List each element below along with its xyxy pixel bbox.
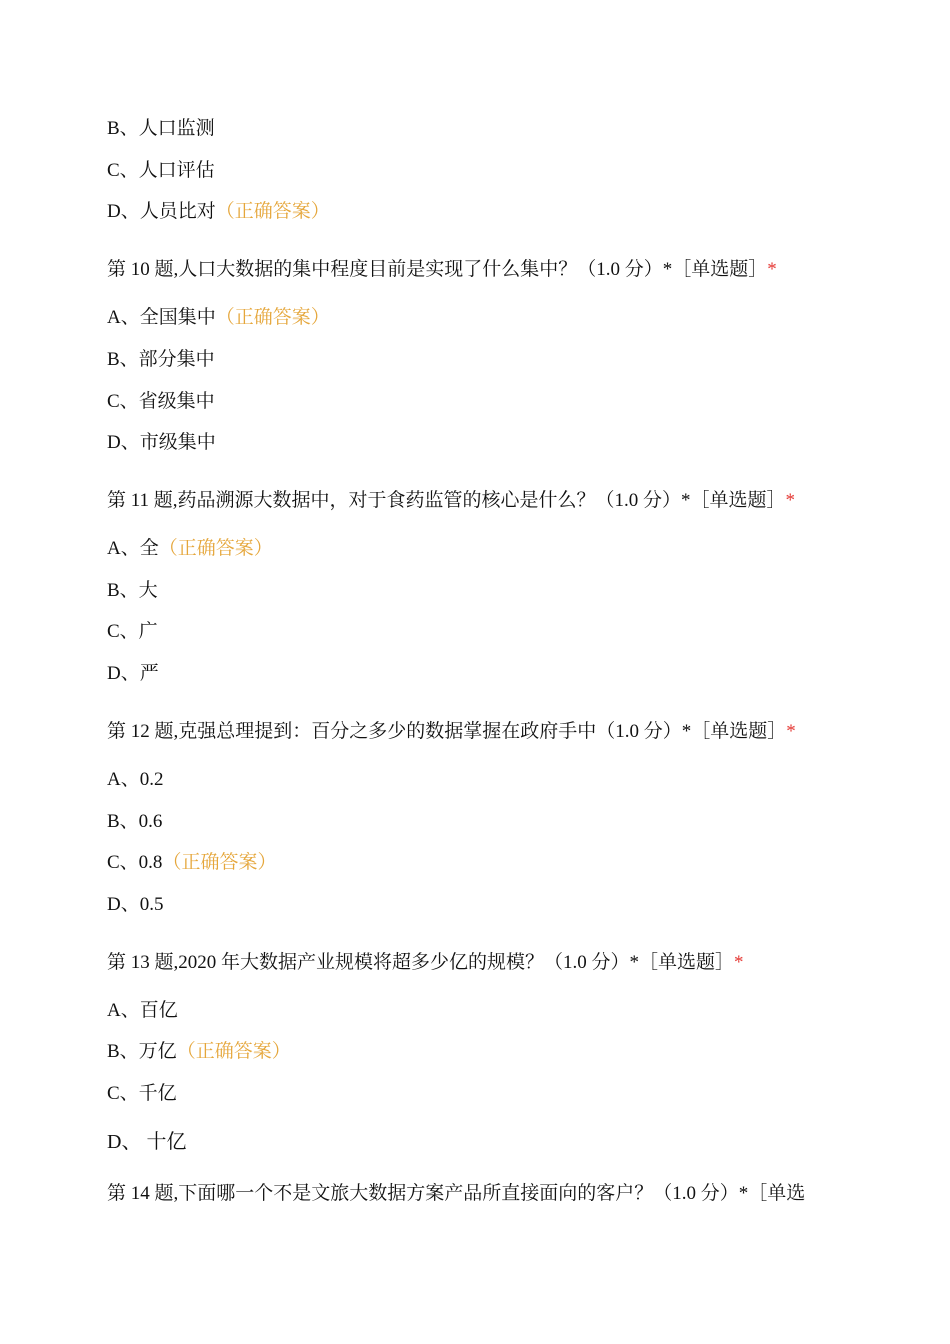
option-c <box>107 159 215 183</box>
option-a <box>107 537 273 561</box>
option-d <box>107 1130 186 1154</box>
option-text: C、省级集中 <box>107 391 215 412</box>
option-text: C、广 <box>107 621 158 642</box>
option-text: C、0.8 <box>107 852 163 873</box>
option-text: B、万亿 <box>107 1041 177 1062</box>
required-marker: * <box>786 721 796 742</box>
option-c <box>107 620 158 644</box>
option-b <box>107 348 215 372</box>
option-a <box>107 768 163 792</box>
option-text: D、严 <box>107 663 159 684</box>
option-text: B、大 <box>107 580 158 601</box>
correct-answer-marker: （正确答案） <box>162 852 277 873</box>
question-text: 第 11 题,药品溯源大数据中，对于食药监管的核心是什么？（1.0 分）*［单选题］ <box>107 490 786 511</box>
option-text: A、全国集中 <box>107 307 216 328</box>
option-c <box>107 390 215 414</box>
question-title <box>107 951 744 975</box>
question-title <box>107 258 777 282</box>
required-marker: * <box>734 952 744 973</box>
correct-answer-marker: （正确答案） <box>215 201 330 222</box>
question-title <box>107 489 795 513</box>
option-d <box>107 893 163 917</box>
option-d <box>107 662 159 686</box>
question-text: 第 10 题,人口大数据的集中程度目前是实现了什么集中？（1.0 分）*［单选题］ <box>107 259 768 280</box>
question-text: 第 12 题,克强总理提到：百分之多少的数据掌握在政府手中（1.0 分）*［单选题］ <box>107 721 787 742</box>
required-marker: * <box>785 490 796 511</box>
option-text: A、全 <box>107 538 159 559</box>
option-text: D、人员比对 <box>107 201 216 222</box>
required-marker: * <box>767 259 777 280</box>
option-b <box>107 810 162 834</box>
option-text: D、市级集中 <box>107 432 216 453</box>
option-text: B、部分集中 <box>107 349 215 370</box>
question-title <box>107 1182 805 1206</box>
option-text: D、 十亿 <box>107 1131 187 1153</box>
option-text: B、0.6 <box>107 811 163 832</box>
correct-answer-marker: （正确答案） <box>158 538 273 559</box>
question-text: 第 13 题,2020 年大数据产业规模将超多少亿的规模？（1.0 分）*［单选题］ <box>107 952 735 973</box>
option-b <box>107 117 215 141</box>
question-text: 第 14 题,下面哪一个不是文旅大数据方案产品所直接面向的客户？（1.0 分）*［单选 <box>107 1183 806 1204</box>
option-b <box>107 1040 291 1064</box>
option-a <box>107 999 178 1023</box>
option-a <box>107 306 330 330</box>
option-text: C、人口评估 <box>107 160 215 181</box>
question-title <box>107 720 796 744</box>
option-c <box>107 851 276 875</box>
option-d <box>107 431 216 455</box>
correct-answer-marker: （正确答案） <box>176 1041 291 1062</box>
option-b <box>107 579 158 603</box>
option-text: B、人口监测 <box>107 118 215 139</box>
option-text: D、0.5 <box>107 894 164 915</box>
option-d <box>107 200 330 224</box>
option-text: C、千亿 <box>107 1083 177 1104</box>
option-c <box>107 1082 177 1106</box>
option-text: A、百亿 <box>107 1000 178 1021</box>
correct-answer-marker: （正确答案） <box>215 307 330 328</box>
option-text: A、0.2 <box>107 769 164 790</box>
